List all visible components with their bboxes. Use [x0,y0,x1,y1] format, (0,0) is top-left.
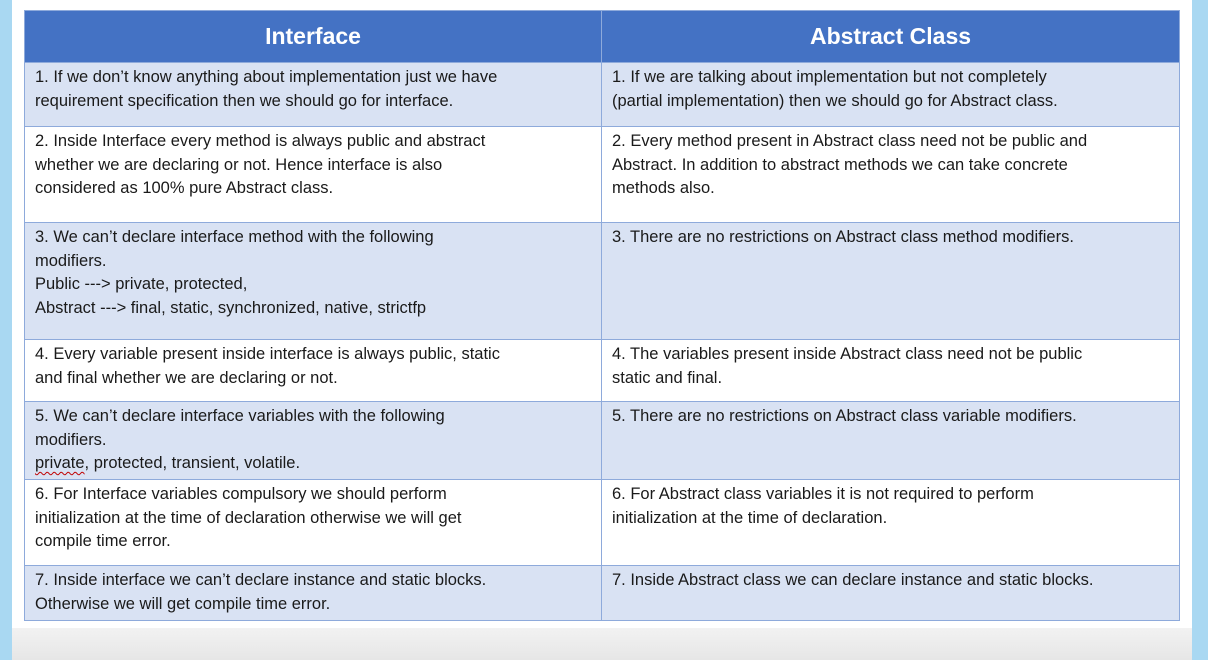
slide-footer [12,628,1192,660]
cell-text-line: 4. Every variable present inside interface is always public, static [35,345,500,363]
comparison-table [24,10,1180,621]
header-abstract-class: Abstract Class [602,11,1180,63]
interface-cell [25,127,602,223]
cell-text-line: (partial implementation) then we should go for Abstract class. [612,91,1058,110]
cell-text-line: Otherwise we will get compile time error. [35,594,331,613]
interface-cell [25,566,602,621]
slide [12,0,1192,660]
header-row [25,11,1180,63]
cell-text-line: 5. We can’t declare interface variables with the following [35,407,445,425]
cell-text-line: 7. Inside Abstract class we can declare instance and static blocks. [612,571,1094,589]
cell-text-line: 6. For Interface variables compulsory we should perform [35,485,447,503]
interface-cell [25,223,602,340]
cell-text-line: 3. We can’t declare interface method with the following [35,228,434,246]
cell-text-line: initialization at the time of declaration. [612,508,888,527]
table-row [25,63,1180,127]
cell-text-line: Public ---> private, protected, [35,275,248,293]
abstract-class-cell [602,402,1180,480]
cell-text-line: compile time error. [35,532,171,550]
cell-text-line: 7. Inside interface we can’t declare instance and static blocks. [35,571,487,589]
cell-text-line: Abstract. In addition to abstract methods we can take concrete [612,155,1068,174]
cell-text-line: methods also. [612,179,715,197]
table-row [25,340,1180,402]
interface-cell [25,402,602,480]
interface-cell [25,340,602,402]
table-row [25,402,1180,480]
interface-cell [25,63,602,127]
abstract-class-cell [602,63,1180,127]
table-row [25,127,1180,223]
interface-cell [25,480,602,566]
abstract-class-cell [602,223,1180,340]
cell-text-line: initialization at the time of declaration otherwise we will get [35,508,462,527]
abstract-class-cell [602,340,1180,402]
cell-text-line: 2. Every method present in Abstract class need not be public and [612,132,1088,150]
abstract-class-cell [602,480,1180,566]
table-row [25,566,1180,621]
table-row [25,223,1180,340]
cell-text-line: requirement specification then we should go for interface. [35,91,454,110]
abstract-class-cell [602,127,1180,223]
abstract-class-cell [602,566,1180,621]
header-interface: Interface [25,11,602,63]
cell-text-line: 6. For Abstract class variables it is not required to perform [612,485,1034,503]
cell-text-line: static and final. [612,368,723,387]
cell-text-line: 2. Inside Interface every method is always public and abstract [35,132,486,150]
cell-text-line: 1. If we are talking about implementation but not completely [612,68,1047,86]
table-row [25,480,1180,566]
cell-text-line: 1. If we don’t know anything about implementation just we have [35,68,498,86]
cell-text-line: considered as 100% pure Abstract class. [35,179,334,197]
spellcheck-underlined-word: private [35,454,85,472]
cell-text-line: and final whether we are declaring or not. [35,368,338,387]
cell-text-line: whether we are declaring or not. Hence interface is also [35,155,443,174]
cell-text-line: Abstract ---> final, static, synchronized, native, strictfp [35,298,427,317]
cell-text-line: modifiers. [35,430,107,449]
cell-text-line: 4. The variables present inside Abstract class need not be public [612,345,1083,363]
cell-text-line: 3. There are no restrictions on Abstract class method modifiers. [612,228,1074,246]
cell-text-line: 5. There are no restrictions on Abstract class variable modifiers. [612,407,1077,425]
cell-text-line [35,452,593,476]
cell-text-line: modifiers. [35,251,107,270]
cell-text-fragment: , protected, transient, volatile. [84,454,301,472]
